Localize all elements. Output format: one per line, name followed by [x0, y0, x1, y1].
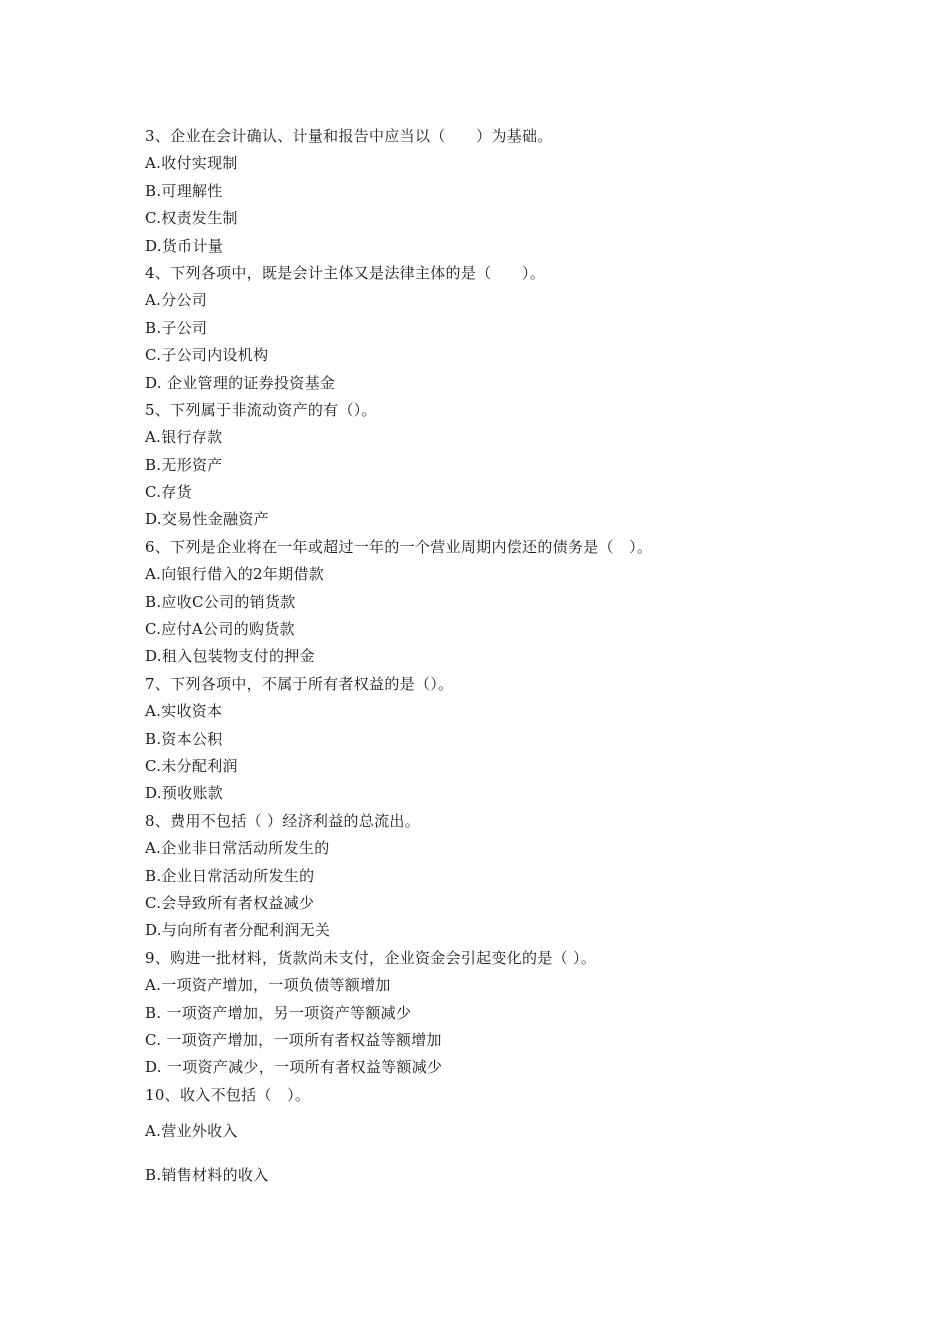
q3-option-d: D.货币计量 [145, 236, 224, 255]
q4-option-b: B.子公司 [145, 318, 208, 337]
q9-option-c: C. 一项资产增加，一项所有者权益等额增加 [145, 1030, 442, 1049]
q4-option-d: D. 企业管理的证券投资基金 [145, 373, 336, 392]
q7-option-d: D.预收账款 [145, 784, 224, 803]
q4-option-c: C.子公司内设机构 [145, 346, 269, 365]
q6-option-d: D.租入包装物支付的押金 [145, 647, 315, 666]
question-5: 5、下列属于非流动资产的有（）。 [145, 400, 377, 419]
question-6: 6、下列是企业将在一年或超过一年的一个营业周期内偿还的债务是（ ）。 [145, 537, 653, 556]
q5-option-a: A.银行存款 [145, 428, 223, 447]
q3-option-a: A.收付实现制 [145, 154, 238, 173]
question-8: 8、费用不包括（ ）经济利益的总流出。 [145, 811, 421, 830]
document-page [145, 123, 845, 1197]
q5-option-b: B.无形资产 [145, 455, 223, 474]
q3-option-b: B.可理解性 [145, 181, 223, 200]
question-3: 3、企业在会计确认、计量和报告中应当以（ ）为基础。 [145, 127, 553, 145]
q9-option-a: A.一项资产增加，一项负债等额增加 [145, 976, 391, 995]
q10-option-a: A.营业外收入 [145, 1122, 238, 1141]
question-7: 7、下列各项中，不属于所有者权益的是（）。 [145, 674, 454, 693]
q7-option-a: A.实收资本 [145, 702, 223, 721]
q6-option-a: A.向银行借入的2年期借款 [145, 565, 325, 584]
question-9: 9、购进一批材料，货款尚未支付，企业资金会引起变化的是（ ）。 [145, 948, 597, 967]
q8-option-c: C.会导致所有者权益减少 [145, 893, 315, 912]
q8-option-d: D.与向所有者分配利润无关 [145, 921, 331, 940]
q5-option-d: D.交易性金融资产 [145, 510, 269, 529]
q6-option-b: B.应收C公司的销货款 [145, 592, 296, 611]
q4-option-a: A.分公司 [145, 291, 208, 310]
q9-option-d: D. 一项资产减少，一项所有者权益等额减少 [145, 1058, 443, 1077]
q9-option-b: B. 一项资产增加，另一项资产等额减少 [145, 1003, 412, 1022]
question-10: 10、收入不包括（ ）。 [145, 1085, 311, 1104]
q7-option-b: B.资本公积 [145, 729, 223, 748]
q8-option-a: A.企业非日常活动所发生的 [145, 839, 330, 858]
q3-option-c: C.权责发生制 [145, 209, 238, 228]
q10-option-b: B.销售材料的收入 [145, 1166, 269, 1185]
q8-option-b: B.企业日常活动所发生的 [145, 866, 315, 885]
question-4: 4、下列各项中，既是会计主体又是法律主体的是（ ）。 [145, 263, 546, 282]
q6-option-c: C.应付A公司的购货款 [145, 620, 295, 639]
q5-option-c: C.存货 [145, 483, 192, 502]
q7-option-c: C.未分配利润 [145, 756, 238, 775]
